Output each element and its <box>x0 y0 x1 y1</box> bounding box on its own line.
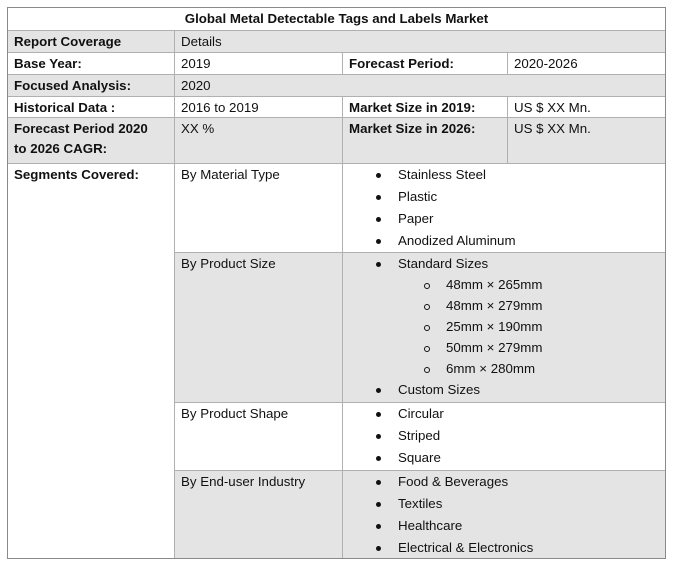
list-item: Healthcare <box>398 518 463 533</box>
bullet-icon <box>376 195 381 200</box>
cagr-label-line1: Forecast Period 2020 <box>14 121 148 136</box>
forecast-period-value: 2020-2026 <box>508 53 665 75</box>
segments-covered-label: Segments Covered: <box>8 164 175 558</box>
market-size-2019-value: US $ XX Mn. <box>508 97 665 118</box>
cagr-label-line2: to 2026 CAGR: <box>14 141 108 156</box>
circle-bullet-icon <box>424 304 430 310</box>
forecast-period-label: Forecast Period: <box>343 53 508 75</box>
list-item: Square <box>398 450 441 465</box>
sub-list-item: 25mm × 190mm <box>446 319 543 334</box>
list-item: Paper <box>398 211 434 226</box>
segment-product-shape-list <box>343 403 665 471</box>
market-size-2026-label: Market Size in 2026: <box>343 118 508 164</box>
base-year-value: 2019 <box>175 53 343 75</box>
market-size-2019-label: Market Size in 2019: <box>343 97 508 118</box>
list-item: Circular <box>398 406 444 421</box>
historical-data-label: Historical Data : <box>8 97 175 118</box>
list-item: Standard Sizes <box>398 256 489 271</box>
bullet-icon <box>376 524 381 529</box>
base-year-label: Base Year: <box>8 53 175 75</box>
bullet-icon <box>376 173 381 178</box>
bullet-icon <box>376 546 381 551</box>
list-item: Striped <box>398 428 441 443</box>
historical-data-value: 2016 to 2019 <box>175 97 343 118</box>
sub-list-item: 50mm × 279mm <box>446 340 543 355</box>
circle-bullet-icon <box>424 367 430 373</box>
focused-analysis-value: 2020 <box>175 75 665 97</box>
circle-bullet-icon <box>424 325 430 331</box>
sub-list-item: 48mm × 265mm <box>446 277 543 292</box>
report-coverage-value: Details <box>175 31 665 53</box>
list-item: Electrical & Electronics <box>398 540 534 555</box>
focused-analysis-label: Focused Analysis: <box>8 75 175 97</box>
bullet-icon <box>376 412 381 417</box>
segment-product-size-list <box>343 253 665 403</box>
list-item: Stainless Steel <box>398 167 486 182</box>
table-title: Global Metal Detectable Tags and Labels Market <box>8 8 665 31</box>
list-item: Textiles <box>398 496 443 511</box>
sub-list-item: 6mm × 280mm <box>446 361 536 376</box>
list-item: Custom Sizes <box>398 382 481 397</box>
market-size-2026-value: US $ XX Mn. <box>508 118 665 164</box>
segment-material-type-list <box>343 164 665 253</box>
bullet-icon <box>376 217 381 222</box>
circle-bullet-icon <box>424 346 430 352</box>
cagr-label <box>8 118 175 164</box>
segment-end-user-industry: By End-user Industry <box>175 471 343 558</box>
cagr-value: XX % <box>175 118 343 164</box>
segment-product-shape: By Product Shape <box>175 403 343 471</box>
circle-bullet-icon <box>424 283 430 289</box>
list-item: Anodized Aluminum <box>398 233 516 248</box>
bullet-icon <box>376 502 381 507</box>
bullet-icon <box>376 434 381 439</box>
bullet-icon <box>376 239 381 244</box>
market-report-table <box>7 7 666 559</box>
list-item: Plastic <box>398 189 438 204</box>
segment-product-size: By Product Size <box>175 253 343 403</box>
bullet-icon <box>376 388 381 393</box>
bullet-icon <box>376 456 381 461</box>
segment-end-user-industry-list <box>343 471 665 558</box>
bullet-icon <box>376 262 381 267</box>
list-item: Food & Beverages <box>398 474 509 489</box>
sub-list-item: 48mm × 279mm <box>446 298 543 313</box>
segment-material-type: By Material Type <box>175 164 343 253</box>
bullet-icon <box>376 480 381 485</box>
report-coverage-label: Report Coverage <box>8 31 175 53</box>
